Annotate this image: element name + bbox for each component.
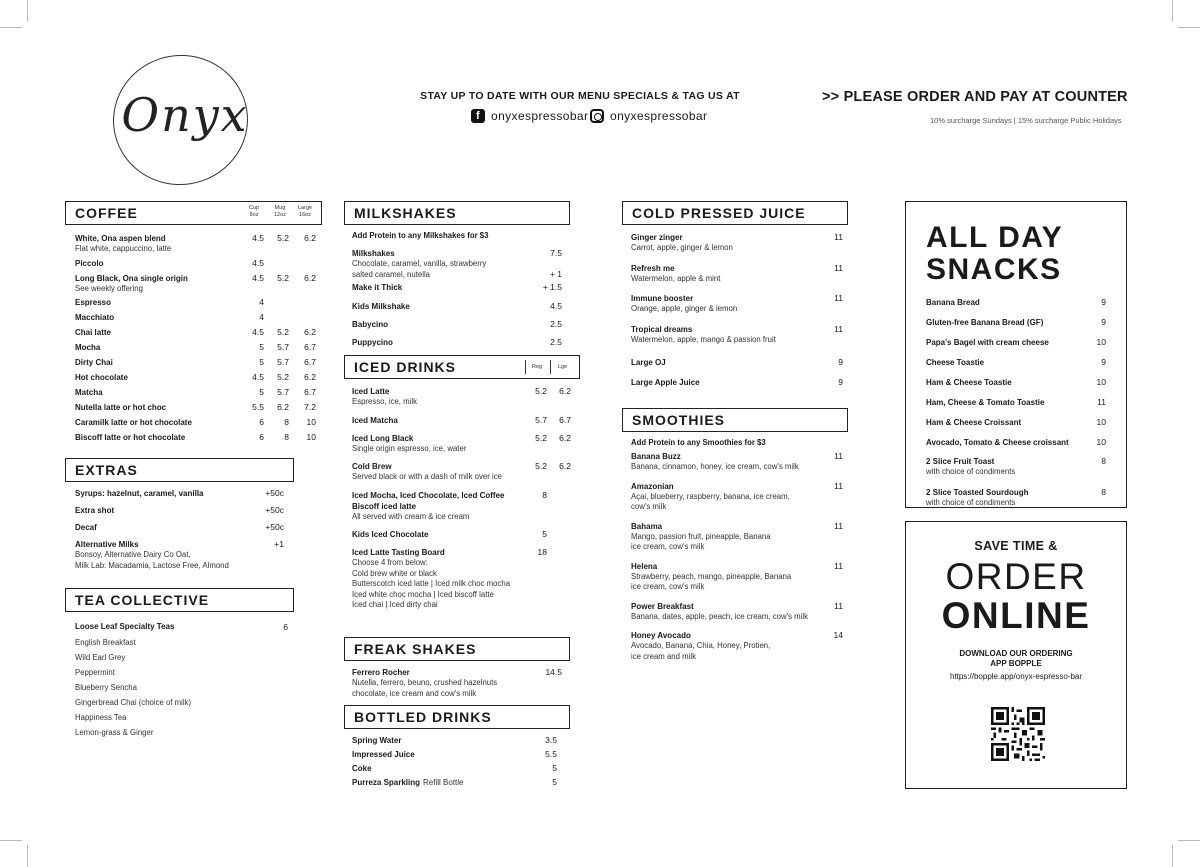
item-name: Espresso <box>75 298 112 307</box>
item-name: Piccolo <box>75 258 104 268</box>
coffee-header <box>65 201 322 225</box>
item-price-0: 4.5 <box>252 327 264 337</box>
item-name: Puppycino <box>352 338 393 347</box>
item-price: 2.5 <box>550 337 562 347</box>
item-price-0: 5.2 <box>535 432 547 443</box>
item-desc: Single origin espresso, ice, water <box>352 443 467 453</box>
list-item <box>631 377 846 388</box>
item-desc: Açai, blueberry, raspberry, banana, ice cream, cow's milk <box>631 491 790 511</box>
smoothies-header <box>622 408 848 432</box>
item-name: Coke <box>352 764 372 773</box>
item-price-1: 6.2 <box>559 386 571 396</box>
item-price-2: 6.2 <box>304 372 316 382</box>
list-item <box>631 293 846 315</box>
item-price-1: 8 <box>284 432 289 442</box>
item-name: Avocado, Tomato & Cheese croissant <box>926 438 1069 447</box>
tea-item: Wild Earl Grey <box>75 653 126 662</box>
item-name: Spring Water <box>352 736 402 745</box>
item-desc: Bonsoy, Alternative Dairy Co Oat, Milk Lab: Macadamia, Lactose Free, Almond <box>75 550 229 570</box>
item-name: Iced Latte <box>352 387 390 396</box>
list-item <box>352 735 562 746</box>
item-price: 11 <box>834 520 843 531</box>
order-at-counter-notice: >> PLEASE ORDER AND PAY AT COUNTER <box>822 89 1128 105</box>
item-price-1: 6.2 <box>559 432 571 443</box>
bottled-title: BOTTLED DRINKS <box>354 709 492 725</box>
item-name: Tropical dreams <box>631 324 693 334</box>
item-price: 8 <box>1101 486 1106 497</box>
snacks-title: ALL DAY SNACKS <box>926 221 1064 286</box>
list-item <box>926 317 1110 328</box>
crop-mark <box>1172 0 1173 22</box>
item-desc: Orange, apple, ginger & lemon <box>631 304 738 313</box>
protein-note: Add Protein to any Smoothies for $3 <box>631 438 766 447</box>
list-item <box>631 451 846 473</box>
juice-list <box>631 232 846 397</box>
item-name: Ferrero Rocher <box>352 668 410 677</box>
list-item <box>926 297 1110 308</box>
item-price: 9 <box>838 377 843 387</box>
item-price-2: 10 <box>306 417 316 427</box>
item-price-0: 4.5 <box>252 257 264 268</box>
order-online-panel <box>905 521 1127 789</box>
item-name: Syrups: hazelnut, caramel, vanilla <box>75 489 204 498</box>
item-price-1: 5.2 <box>277 272 289 283</box>
list-item <box>75 387 320 398</box>
item-name: Iced Long Black <box>352 433 414 443</box>
size-cup-label: Cup 8oz <box>249 205 260 218</box>
list-item <box>75 342 320 353</box>
item-name: Dirty Chai <box>75 358 113 367</box>
item-name: 2 Slice Fruit Toast <box>926 457 995 466</box>
item-price-1: 8 <box>284 417 289 427</box>
item-price-0: 5.2 <box>535 386 547 396</box>
item-name: Amazonian <box>631 481 674 491</box>
list-item <box>352 547 574 611</box>
item-name: Banana Buzz <box>631 452 681 461</box>
save-time-label: SAVE TIME & <box>974 539 1058 553</box>
item-desc: Chocolate, caramel, vanilla, strawberry salted caramel, nutella <box>352 259 487 279</box>
item-price-extra: + 1 <box>549 269 562 279</box>
list-item <box>75 297 320 308</box>
tea-price: 6 <box>283 622 288 632</box>
size-mug-label: Mug 12oz <box>274 205 286 218</box>
item-price: +50c <box>265 522 284 532</box>
list-item <box>75 312 320 323</box>
item-name: Cheese Toastie <box>926 358 985 367</box>
instagram-handle[interactable] <box>590 109 707 123</box>
item-price: 5 <box>552 777 557 787</box>
list-item <box>75 522 290 533</box>
milkshakes-title: MILKSHAKES <box>354 205 457 221</box>
item-name: Decaf <box>75 523 97 532</box>
list-item <box>75 539 290 571</box>
juice-title: COLD PRESSED JUICE <box>632 205 806 221</box>
item-price: 7.5 <box>550 248 562 258</box>
item-name: Macchiato <box>75 313 115 322</box>
item-price-0: 18 <box>537 547 547 557</box>
item-name: Mocha <box>75 343 101 352</box>
item-price: 9 <box>1101 357 1106 367</box>
item-desc: Flat white, cappuccino, latte <box>75 244 172 253</box>
order-url[interactable]: https://bopple.app/onyx-espresso-bar <box>949 672 1083 681</box>
item-name: Biscoff latte or hot chocolate <box>75 433 186 442</box>
list-item <box>926 377 1110 388</box>
item-name: Ham & Cheese Toastie <box>926 378 1012 387</box>
item-price-2: 6.7 <box>304 387 316 397</box>
item-price-0: 4.5 <box>252 372 264 382</box>
size-lge-label: Lge <box>558 364 568 370</box>
item-name: White, Ona aspen blend <box>75 234 166 243</box>
item-price-1: 5.7 <box>277 357 289 367</box>
list-item <box>75 233 320 255</box>
list-item <box>631 232 846 254</box>
item-price: 9 <box>1101 297 1106 307</box>
iced-header <box>344 355 580 379</box>
item-price: 14.5 <box>545 667 562 677</box>
crop-mark <box>1172 845 1173 867</box>
item-price-2: 6.7 <box>304 342 316 352</box>
list-item <box>75 273 320 295</box>
tea-item: Gingerbread Chai (choice of milk) <box>75 698 192 707</box>
item-price-2: 7.2 <box>304 402 316 412</box>
item-price: 11 <box>834 560 843 571</box>
qr-code-icon[interactable] <box>991 707 1045 761</box>
tea-item: Lemon-grass & Ginger <box>75 728 154 737</box>
item-price-1: 5.7 <box>277 387 289 397</box>
item-price-0: 5.7 <box>535 414 547 425</box>
item-name: Matcha <box>75 388 103 397</box>
smoothies-title: SMOOTHIES <box>632 412 726 428</box>
item-desc: All served with cream & ice cream <box>352 511 470 521</box>
item-price-0: 4 <box>259 312 264 322</box>
item-desc: with choice of condiments <box>926 497 1016 507</box>
size-divider <box>550 360 551 374</box>
juice-header <box>622 201 848 225</box>
item-price: + 1.5 <box>542 282 562 292</box>
item-price-1: 6.2 <box>277 402 289 412</box>
item-name: Large Apple Juice <box>631 378 700 387</box>
list-item <box>926 437 1110 448</box>
item-price-2: 6.7 <box>304 357 316 367</box>
item-name: Honey Avocado <box>631 631 691 640</box>
item-name: Caramilk latte or hot chocolate <box>75 418 192 427</box>
item-name: Banana Bread <box>926 298 980 307</box>
item-price: 11 <box>834 232 843 242</box>
item-name: Impressed Juice <box>352 750 415 759</box>
item-desc: Mango, passion fruit, pineapple, Banana ice cream, cow's milk <box>631 531 771 551</box>
list-item <box>352 248 567 280</box>
smoothies-list <box>631 438 846 670</box>
size-divider <box>525 360 526 374</box>
list-item <box>926 397 1110 408</box>
milkshakes-list <box>352 231 567 355</box>
item-name: 2 Slice Toasted Sourdough <box>926 487 1029 497</box>
item-price-1: 5.2 <box>277 372 289 382</box>
item-price-2: 10 <box>306 432 316 442</box>
list-item <box>352 749 562 760</box>
item-price: 10 <box>1096 437 1106 447</box>
item-price: +50c <box>265 488 284 498</box>
item-price-0: 4.5 <box>252 272 264 283</box>
item-name: Iced Latte Tasting Board <box>352 548 445 557</box>
item-price-0: 4.5 <box>252 233 264 243</box>
item-name: Bahama <box>631 521 663 531</box>
item-desc: Served black or with a dash of milk over ice <box>352 472 502 481</box>
snacks-list <box>926 297 1110 517</box>
list-item <box>631 357 846 368</box>
freak-title: FREAK SHAKES <box>354 641 477 657</box>
item-price-0: 8 <box>542 489 547 500</box>
item-price: 10 <box>1096 337 1106 347</box>
item-name: Babycino <box>352 320 389 329</box>
list-item <box>352 667 567 699</box>
item-price-0: 5.2 <box>535 461 547 471</box>
tea-item: Peppermint <box>75 668 115 677</box>
item-price: 11 <box>834 262 843 273</box>
item-name: Gluten-free Banana Bread (GF) <box>926 318 1044 327</box>
item-name: Ginger zinger <box>631 233 683 242</box>
snacks-panel <box>905 201 1127 508</box>
item-price: 11 <box>834 293 843 303</box>
item-name: Kids Milkshake <box>352 302 410 311</box>
coffee-title: COFFEE <box>75 205 138 221</box>
item-name: Hot chocolate <box>75 373 128 382</box>
item-price-1: 5.7 <box>277 342 289 352</box>
list-item <box>75 357 320 368</box>
item-price-0: 5.5 <box>252 402 264 412</box>
item-price-2: 6.2 <box>304 233 316 243</box>
item-desc: Strawberry, peach, mango, pineapple, Banana ice cream, cow's milk <box>631 571 792 591</box>
list-item <box>352 337 567 348</box>
item-desc: Carrot, apple, ginger & lemon <box>631 243 733 252</box>
tea-head: Loose Leaf Specialty Teas <box>75 622 175 631</box>
list-item <box>926 456 1110 478</box>
item-name: Iced Mocha, Iced Chocolate, Iced Coffee Biscoff iced latte <box>352 490 505 511</box>
instagram-icon <box>590 109 604 123</box>
list-item <box>75 402 320 413</box>
facebook-handle[interactable] <box>471 109 588 123</box>
list-item <box>926 487 1110 509</box>
list-item <box>926 357 1110 368</box>
list-item <box>926 337 1110 348</box>
list-item <box>352 490 574 523</box>
social-heading: STAY UP TO DATE WITH OUR MENU SPECIALS & TAG US AT <box>420 90 740 102</box>
item-price: +1 <box>274 539 284 549</box>
item-name: Ham, Cheese & Tomato Toastie <box>926 398 1045 407</box>
item-name: Alternative Milks <box>75 540 139 549</box>
item-price: 11 <box>834 480 843 491</box>
item-price: 8 <box>1101 456 1106 466</box>
item-name: Milkshakes <box>352 249 395 258</box>
list-item <box>352 433 574 455</box>
list-item <box>75 488 290 499</box>
list-item <box>75 417 320 428</box>
list-item <box>631 561 846 593</box>
list-item <box>352 319 567 330</box>
crop-mark <box>27 0 28 22</box>
list-item <box>75 327 320 338</box>
list-item <box>631 601 846 623</box>
item-name: Iced Matcha <box>352 415 398 425</box>
item-price-0: 5 <box>259 342 264 352</box>
item-desc: Watermelon, apple & mint <box>631 273 721 283</box>
list-item <box>631 263 846 285</box>
list-item <box>352 529 574 540</box>
item-desc: Watermelon, apple, mango & passion fruit <box>631 334 776 344</box>
list-item <box>75 505 290 516</box>
item-desc: Espresso, ice, milk <box>352 397 417 406</box>
item-price-2: 6.2 <box>304 272 316 283</box>
item-price: 11 <box>834 600 843 611</box>
item-price-0: 5 <box>259 357 264 367</box>
item-price-0: 4 <box>259 297 264 307</box>
item-price-1: 5.2 <box>277 233 289 243</box>
item-desc: See weekly offering <box>75 283 143 293</box>
item-price: 10 <box>1096 377 1106 387</box>
item-name: Extra shot <box>75 506 115 515</box>
logo-text: Onyx <box>121 88 249 142</box>
item-price: 10 <box>1096 417 1106 427</box>
item-price-0: 5 <box>259 387 264 397</box>
item-price-1: 5.2 <box>277 327 289 337</box>
download-app-label: DOWNLOAD OUR ORDERING APP BOPPLE <box>959 649 1073 668</box>
item-name: Chai latte <box>75 328 112 337</box>
crop-mark <box>0 840 22 841</box>
crop-mark <box>0 27 22 28</box>
item-price-1: 6.2 <box>559 461 571 471</box>
tea-item: Happiness Tea <box>75 713 127 722</box>
order-word: ORDER <box>945 556 1087 597</box>
iced-title: ICED DRINKS <box>354 359 457 375</box>
tea-list <box>75 622 290 737</box>
list-item <box>352 461 574 483</box>
item-price: 9 <box>1101 317 1106 327</box>
list-item <box>631 521 846 553</box>
online-word: ONLINE <box>941 595 1091 636</box>
item-price: 11 <box>834 451 843 461</box>
item-name: Purreza Sparkling <box>352 778 421 787</box>
item-price: 11 <box>834 323 843 334</box>
freak-header <box>344 637 570 661</box>
item-price: 14 <box>833 630 843 640</box>
tea-item: English Breakfast <box>75 638 136 647</box>
item-name: Power Breakfast <box>631 601 694 611</box>
surcharge-note: 10% surcharge Sundays | 15% surcharge Public Holidays <box>930 116 1122 125</box>
item-price-0: 6 <box>259 417 264 427</box>
item-desc: Choose 4 from below: Cold brew white or black Butterscotch iced latte | Iced milk choc mocha Iced white choc mocha | Iced biscoff latte Iced chai | Iced dirty chai <box>352 558 511 609</box>
item-name: Papa's Bagel with cream cheese <box>926 338 1049 347</box>
item-desc: Banana, cinnamon, honey, ice cream, cow's milk <box>631 462 799 471</box>
item-desc: Avocado, Banana, Chia, Honey, Protien, ice cream and milk <box>631 641 771 661</box>
bottled-header <box>344 705 570 729</box>
bottled-list <box>352 735 562 791</box>
item-desc: Banana, dates, apple, peach, ice cream, cow's milk <box>631 611 809 621</box>
freak-list <box>352 667 567 703</box>
list-item <box>352 301 567 312</box>
item-price: +50c <box>265 505 284 515</box>
list-item <box>631 481 846 513</box>
list-item <box>75 258 320 269</box>
item-price-1: 6.7 <box>559 414 571 425</box>
extras-title: EXTRAS <box>75 462 138 478</box>
item-price: 3.5 <box>545 735 557 745</box>
item-price: 5 <box>552 763 557 773</box>
list-item <box>926 417 1110 428</box>
crop-mark <box>1178 840 1200 841</box>
item-price-0: 6 <box>259 432 264 442</box>
milkshakes-header <box>344 201 570 225</box>
list-item <box>352 415 574 426</box>
tea-item: Blueberry Sencha <box>75 683 137 692</box>
list-item <box>352 763 562 774</box>
item-name: Cold Brew <box>352 462 392 471</box>
list-item <box>75 622 290 631</box>
crop-mark <box>1178 27 1200 28</box>
tea-title: TEA COLLECTIVE <box>75 592 210 608</box>
item-name: Long Black, Ona single origin <box>75 273 188 283</box>
protein-note: Add Protein to any Milkshakes for $3 <box>352 231 489 240</box>
item-extra: Refill Bottle <box>423 778 464 787</box>
facebook-icon: f <box>471 109 485 123</box>
item-price: 4.5 <box>550 301 562 311</box>
list-item <box>352 777 562 788</box>
item-desc: with choice of condiments <box>926 467 1016 476</box>
crop-mark <box>27 845 28 867</box>
item-name: Large OJ <box>631 358 666 367</box>
item-name: Kids Iced Chocolate <box>352 530 429 539</box>
list-item <box>631 324 846 346</box>
instagram-label: onyxespressobar <box>610 109 708 123</box>
size-reg-label: Reg <box>532 364 543 370</box>
item-name: Helena <box>631 561 658 571</box>
facebook-label: onyxespressobar <box>491 109 589 123</box>
item-price-2: 6.2 <box>304 327 316 337</box>
list-item <box>75 372 320 383</box>
item-price: 2.5 <box>550 319 562 329</box>
item-name: Nutella latte or hot choc <box>75 403 167 412</box>
item-price-0: 5 <box>542 529 547 539</box>
coffee-list <box>75 233 320 447</box>
item-price: 9 <box>838 357 843 367</box>
item-desc: Nutella, ferrero, beuno, crushed hazelnuts chocolate, ice cream and cow's milk <box>352 678 498 698</box>
item-name: Refresh me <box>631 263 675 273</box>
list-item <box>631 630 846 662</box>
list-item <box>75 432 320 443</box>
size-large-label: Large 16oz <box>298 205 313 218</box>
item-price: 11 <box>1097 397 1106 407</box>
item-name: Make it Thick <box>352 283 403 292</box>
extras-header <box>65 458 294 482</box>
item-name: Ham & Cheese Croissant <box>926 418 1022 427</box>
extras-list <box>75 488 290 577</box>
tea-header <box>65 588 294 612</box>
list-item <box>352 282 567 293</box>
iced-list <box>352 386 574 618</box>
list-item <box>352 386 574 408</box>
item-name: Immune booster <box>631 294 694 303</box>
item-price: 5.5 <box>545 749 557 759</box>
